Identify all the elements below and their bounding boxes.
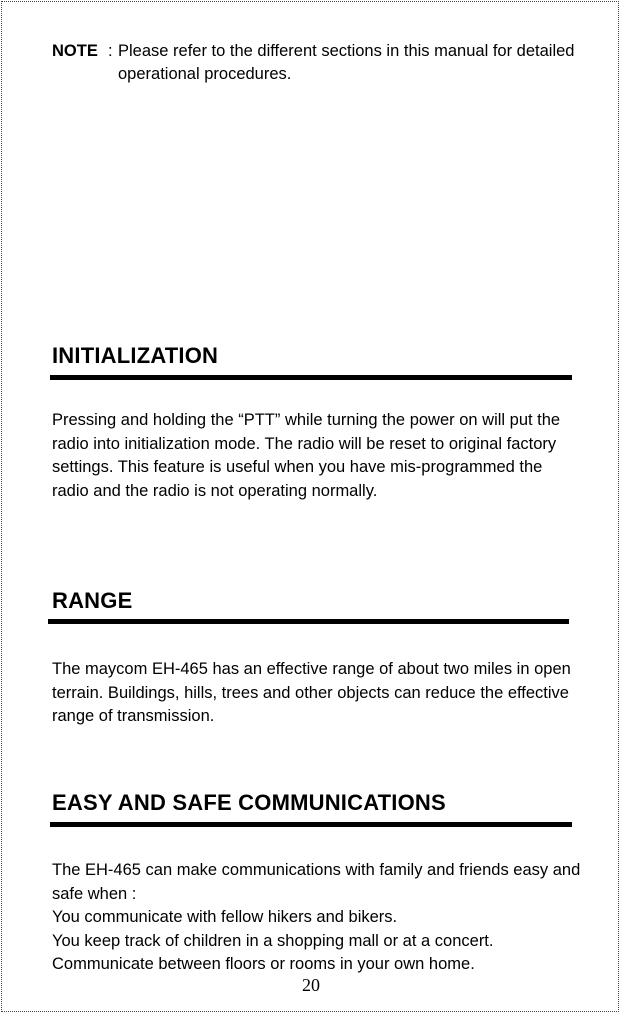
- initialization-rule: [50, 375, 572, 380]
- easy-safe-line-3: You keep track of children in a shopping mall or at a concert.: [52, 931, 494, 950]
- easy-safe-rule: [50, 822, 572, 827]
- easy-safe-line-1: The EH-465 can make communications with family and friends easy and safe when :: [52, 861, 581, 903]
- initialization-body: Pressing and holding the “PTT” while turning the power on will put the radio into initialization mode. The radio will be reset to original factory settings. This feature is useful when you have mis-programmed the radio and the radio is not operating normally.: [52, 411, 561, 500]
- page-number: 20: [302, 975, 320, 995]
- easy-safe-paragraph: [52, 859, 592, 977]
- initialization-heading: INITIALIZATION: [52, 343, 219, 368]
- note-block: [52, 40, 592, 86]
- note-separator: :: [108, 42, 113, 60]
- note-text: Please refer to the different sections in this manual for detailed operational procedures.: [118, 42, 575, 83]
- range-heading: RANGE: [52, 588, 133, 613]
- range-rule: [48, 619, 569, 624]
- easy-safe-line-4: Communicate between floors or rooms in your own home.: [52, 955, 475, 973]
- range-body: The maycom EH-465 has an effective range of about two miles in open terrain. Buildings, hills, trees and other objects can reduce the effective range of transmission.: [52, 660, 571, 725]
- range-paragraph: [52, 658, 582, 729]
- note-label: NOTE: [52, 42, 98, 60]
- easy-safe-line-2: You communicate with fellow hikers and bikers.: [52, 908, 398, 926]
- initialization-paragraph: [52, 409, 582, 503]
- easy-safe-heading: EASY AND SAFE COMMUNICATIONS: [52, 790, 446, 815]
